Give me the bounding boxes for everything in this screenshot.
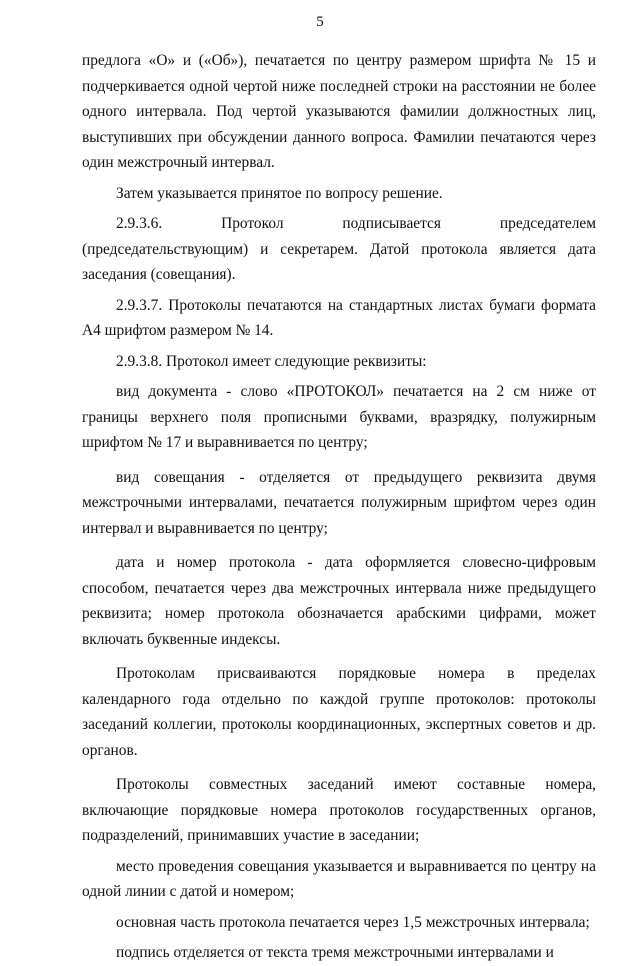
paragraph-document-type: вид документа - слово «ПРОТОКОЛ» печатается на 2 см ниже от границы верхнего поля прописными буквами, вразрядку, полужирным шрифтом № 17 и выравнивается по центру; bbox=[82, 383, 596, 451]
paragraph-joint-meetings: Протоколы совместных заседаний имеют составные номера, включающие порядковые номера протоколов государственных органов, подразделений, принимавших участие в заседании; bbox=[82, 776, 596, 844]
paragraph-date-number: дата и номер протокола - дата оформляется словесно-цифровым способом, печатается через два межстрочных интервала ниже предыдущего реквизита; номер протокола обозначается арабскими цифрами, может включать буквенные индексы. bbox=[82, 554, 596, 648]
paragraph-2-9-3-6: 2.9.3.6. Протокол подписывается председателем (председательствующим) и секретарем. Датой протокола является дата заседания (совещания). bbox=[82, 215, 596, 283]
paragraph-2-9-3-7: 2.9.3.7. Протоколы печатаются на стандартных листах бумаги формата А4 шрифтом размером № 14. bbox=[82, 296, 596, 339]
paragraph-numbering: Протоколам присваиваются порядковые номера в пределах календарного года отдельно по каждой группе протоколов: протоколы заседаний коллегии, протоколы координационных, экспертных советов и др. органов. bbox=[82, 665, 596, 759]
paragraph-meeting-type: вид совещания - отделяется от предыдущего реквизита двумя межстрочными интервалами, печатается полужирным шрифтом через один интервал и выравнивается по центру; bbox=[82, 468, 596, 537]
paragraph-continuation: предлога «О» и («Об»), печатается по центру размером шрифта № 15 и подчеркивается одной чертой ниже последней строки на расстоянии не более одного интервала. Под чертой указываются фамилии должностных лиц, выступивших при обсуждении данного вопроса. Фамилии печатаются через один межстрочный интервал. bbox=[82, 52, 596, 171]
paragraph-2-9-3-8: 2.9.3.8. Протокол имеет следующие реквизиты: bbox=[116, 352, 427, 370]
paragraph-signature: подпись отделяется от текста тремя межстрочными интервалами и bbox=[116, 944, 554, 961]
paragraph-main-part: основная часть протокола печатается через 1,5 межстрочных интервала; bbox=[116, 913, 590, 931]
paragraph-decision: Затем указывается принятое по вопросу решение. bbox=[116, 184, 443, 202]
paragraph-location: место проведения совещания указывается и выравнивается по центру на одной линии с датой и номером; bbox=[82, 857, 596, 900]
document-body bbox=[82, 48, 596, 966]
page-number: 5 bbox=[316, 14, 324, 30]
